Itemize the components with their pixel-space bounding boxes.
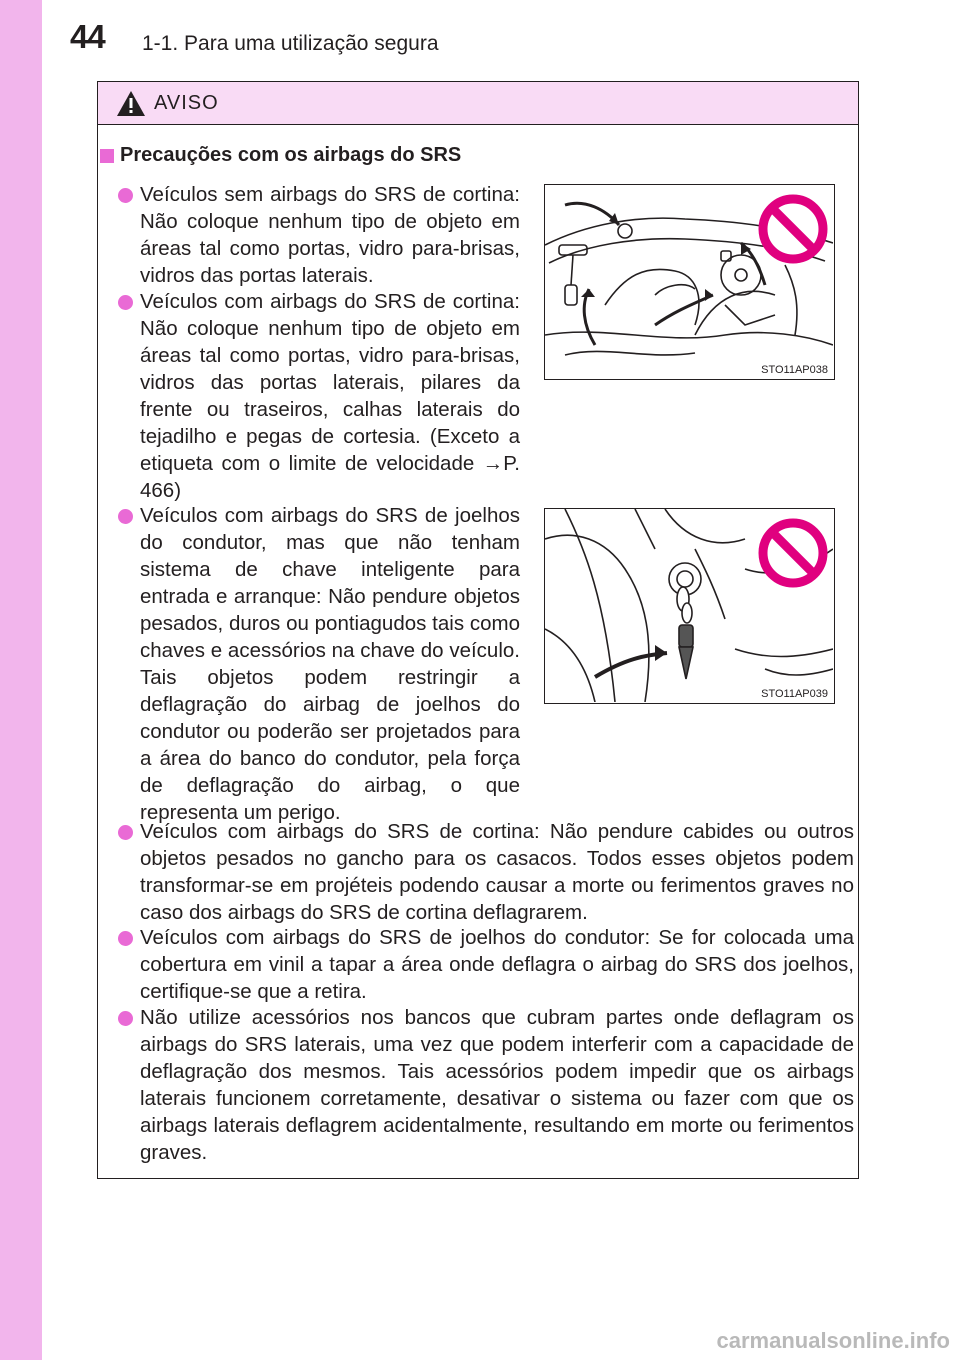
bullet-text: Veículos com airbags do SRS de cortina: Não pendure cabides ou outros objetos pesados no gancho para os casacos. Todos esses objetos podem transformar-se em projéteis podendo causar a morte ou ferimentos graves no caso dos airbags do SRS de cortina deflagrarem. <box>140 820 854 924</box>
section-title <box>100 144 461 167</box>
figure-car-interior <box>544 184 835 380</box>
warning-label: AVISO <box>154 91 219 114</box>
bullet-dot-icon <box>118 509 133 524</box>
bullet-text: Veículos com airbags do SRS de joelhos do condutor, mas que não tenham sistema de chave inteligente para entrada e arranque: Não pendure objetos pesados, duros ou pontiagudos tais como chaves e acessórios na chave do veículo. Tais objetos podem restringir a deflagração do airbag de joelhos do condutor ou poderão ser projetados para a área do banco do condutor, pela força de deflagração do airbag, o que representa um perigo. <box>140 504 520 824</box>
side-strip <box>0 0 42 1360</box>
figure-key-ignition <box>544 508 835 704</box>
bullet-item <box>118 502 520 826</box>
bullet-dot-icon <box>118 295 133 310</box>
bullet-text: Veículos com airbags do SRS de joelhos do condutor: Se for colocada uma cobertura em vinil a tapar a área onde deflagra o airbag do SRS dos joelhos, certifique-se que a retira. <box>140 926 854 1003</box>
warning-box <box>97 81 859 1179</box>
bullet-text: Não utilize acessórios nos bancos que cubram partes onde deflagram os airbags do SRS laterais, uma vez que podem interferir com a capacidade de deflagração dos mesmos. Tais acessórios podem impedir que os airbags laterais funcionem corretamente, desativar o sistema ou fazer com que os airbags laterais deflagrem acidentalmente, resultando em morte ou ferimentos graves. <box>140 1006 854 1164</box>
bullet-dot-icon <box>118 1011 133 1026</box>
page-header: 1-1. Para uma utilização segura <box>142 32 439 55</box>
bullet-item <box>118 1004 854 1166</box>
figure-code: STO11AP038 <box>761 364 828 376</box>
warning-triangle-icon <box>116 90 146 117</box>
section-square-icon <box>100 149 114 163</box>
bullet-text: Veículos com airbags do SRS de cortina: Não coloque nenhum tipo de objeto em áreas tal como portas, vidro para-brisas, vidros das portas laterais, pilares da frente ou traseiros, calhas laterais do tejadilho e pegas de cortesia. (Exceto a etiqueta com o limite de velocidade →P. 466) <box>140 290 520 502</box>
bullet-item <box>118 288 520 504</box>
prohibition-icon <box>757 517 829 589</box>
bullet-item <box>118 924 854 1005</box>
bullet-dot-icon <box>118 825 133 840</box>
bullet-dot-icon <box>118 188 133 203</box>
figure-code: STO11AP039 <box>761 688 828 700</box>
bullet-dot-icon <box>118 931 133 946</box>
bullet-item <box>118 181 520 289</box>
prohibition-icon <box>757 193 829 265</box>
section-title-text: Precauções com os airbags do SRS <box>120 144 462 166</box>
bullet-item <box>118 818 854 926</box>
watermark: carmanualsonline.info <box>716 1328 950 1353</box>
bullet-text: Veículos sem airbags do SRS de cortina: Não coloque nenhum tipo de objeto em áreas tal como portas, vidro para-brisas, vidros das portas laterais. <box>140 183 520 287</box>
page-number: 44 <box>70 18 105 55</box>
warning-header <box>98 82 858 125</box>
